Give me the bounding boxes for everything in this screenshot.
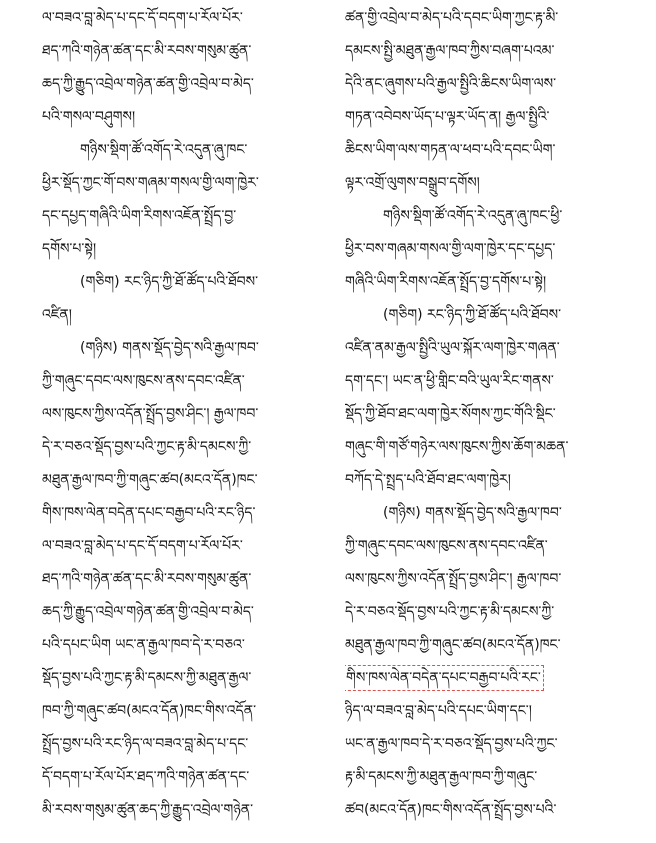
text-line <box>345 794 613 827</box>
line-text: དགོས་པ་སྟེ། <box>42 241 97 257</box>
line-text: ཡང་ན་རྒྱལ་ཁབ་དེ་ར་བཅའ་སྡོད་བྱས་པའི་ཀྱང་ <box>345 736 558 752</box>
text-line <box>42 101 312 134</box>
line-text: ཆད་ཀྱི་རྒྱུད་འབྲེལ་གཉེན་ཚན་གྱི་འབྲེལ་བ་མེད་ <box>42 76 254 92</box>
line-text: འཛིན་ནམ་རྒྱལ་སྤྱིའི་ཡུལ་སྐོར་ལག་ཁྱེར་གཞན་ <box>345 340 560 356</box>
line-text: སྤྲོད་བྱས་པའི་རང་ཉིད་ལ་བཟའ་བླ་མེད་པ་དང་ <box>42 736 249 752</box>
line-text: ཉིད་ལ་བཟའ་བླ་མེད་པའི་དཔང་ཡིག་དང་། <box>345 703 532 719</box>
text-line <box>42 68 312 101</box>
line-text: གཏན་འབེབས་ཡོད་པ་ལྟར་ཡོད་ན། རྒྱལ་སྤྱིའི་ <box>345 109 550 125</box>
text-line <box>345 101 613 134</box>
text-line <box>345 167 613 200</box>
text-line <box>345 563 613 596</box>
line-text: ལས་ཁུངས་ཀྱིས་འདོན་སྤྲོད་བྱས་ཤིང་། རྒྱལ་ཁབ་ <box>345 571 562 587</box>
line-text: ཚབ(མངའ་དོན)ཁང་གིས་འདོན་སྤྲོད་བྱས་པའི་ <box>345 802 557 818</box>
text-line <box>42 497 312 530</box>
text-line <box>345 299 613 332</box>
text-line <box>42 398 312 431</box>
line-text: མཐུན་རྒྱལ་ཁབ་ཀྱི་གཞུང་ཚབ(མངའ་དོན)ཁང་ <box>345 637 561 653</box>
text-line <box>345 134 613 167</box>
text-line <box>42 431 312 464</box>
text-line <box>345 629 613 662</box>
text-line <box>42 530 312 563</box>
right-text-column <box>345 2 613 827</box>
text-line <box>42 200 312 233</box>
text-line <box>345 266 613 299</box>
text-line <box>42 662 312 695</box>
text-line <box>345 530 613 563</box>
line-text: གཞུང་གི་གཙོ་གཉེར་ལས་ཁུངས་ཀྱིས་ཆོག་མཆན་ <box>345 439 569 455</box>
text-line <box>42 233 312 266</box>
line-text: སྡོད་ཀྱི་ཐོབ་ཐང་ལག་ཁྱེར་སོགས་ཀྱང་གོའི་སྡིང་ <box>345 406 556 422</box>
text-line <box>42 134 312 167</box>
line-text: (གཅིག) རང་ཉིད་ཀྱི་ཐོ་ཚོད་པའི་ཐོབས་ <box>80 274 259 290</box>
highlighted-text-line: གིས་ཁས་ལེན་བདེན་དཔང་བརྒྱབ་པའི་རང་ <box>345 665 544 691</box>
text-line <box>345 398 613 431</box>
line-text: གཉིས་སྡིག་ཚོ་འགོད་རེ་འདུན་ཞུ་ཁང་ <box>80 142 248 158</box>
text-line <box>345 662 613 695</box>
line-text: ལ་བཟའ་བླ་མེད་པ་དང་དོ་བདག་པ་རོལ་པོར་ <box>42 538 243 554</box>
text-line <box>345 695 613 728</box>
text-line <box>42 35 312 68</box>
line-text: དེ་ར་བཅའ་སྡོད་བྱས་པའི་ཀྱང་རྟ་མི་དམངས་ཀྱི་ <box>42 439 252 455</box>
line-text: དོ་བདག་པ་རོལ་པོར་ཐད་ཀའི་གཉེན་ཚན་དང་ <box>42 769 250 785</box>
line-text: (གཉིས) གནས་སྡོད་བྱེད་སའི་རྒྱལ་ཁབ་ <box>383 505 562 521</box>
line-text: ཚན་གྱི་འབྲེལ་བ་མེད་པའི་དབང་ཡིག་ཀྱང་རྟ་མི་ <box>345 10 559 26</box>
text-line <box>345 728 613 761</box>
text-line <box>345 200 613 233</box>
line-text: འཛིན། <box>42 307 72 323</box>
text-line <box>42 299 312 332</box>
text-line <box>345 35 613 68</box>
line-text: དེའི་ནང་ཞུགས་པའི་རྒྱལ་སྤྱིའི་ཆིངས་ཡིག་ལས་ <box>345 76 557 92</box>
line-text: གཉིས་སྡིག་ཚོ་འགོད་རེ་འདུན་ཞུ་ཁང་ཕྱི་ <box>383 208 563 224</box>
line-text: ཐད་ཀའི་གཉེན་ཚན་དང་མི་རབས་གསུམ་ཚུན་ <box>42 43 252 59</box>
line-text: ཁབ་ཀྱི་གཞུང་ཚབ(མངའ་དོན)ཁང་གིས་འདོན་ <box>42 703 257 719</box>
text-line <box>42 464 312 497</box>
left-text-column <box>42 2 312 827</box>
line-text: ཕྱིར་སྡོད་ཀྱང་གོ་བས་གཞམ་གསལ་གྱི་ལག་ཁྱེར་ <box>42 175 259 191</box>
line-text: གིས་ཁས་ལེན་བདེན་དཔང་བརྒྱབ་པའི་རང་ཉིད་ <box>42 505 256 521</box>
line-text: རྟ་མི་དམངས་ཀྱི་མཐུན་རྒྱལ་ཁབ་ཀྱི་གཞུང་ <box>345 769 538 785</box>
line-text: ལྟར་འགྲོ་ལུགས་བསྒྲུབ་དགོས། <box>345 175 480 191</box>
text-line <box>42 563 312 596</box>
text-line <box>345 2 613 35</box>
line-text: སྡོད་བྱས་པའི་ཀྱང་རྟ་མི་དམངས་ཀྱི་མཐུན་རྒྱལ་ <box>42 670 252 686</box>
line-text: གཞིའི་ཡིག་རིགས་འཇོན་སྤྲོད་བྱ་དགོས་པ་སྟེ། <box>345 274 547 290</box>
text-line <box>42 2 312 35</box>
line-text: ཐད་ཀའི་གཉེན་ཚན་དང་མི་རབས་གསུམ་ཚུན་ <box>42 571 252 587</box>
line-text: (གཅིག) རང་ཉིད་ཀྱི་ཐོ་ཚོད་པའི་ཐོབས་ <box>383 307 562 323</box>
line-text: ཕྱིར་བས་གཞམ་གསལ་གྱི་ལག་ཁྱེར་དང་དཔྱད་ <box>345 241 556 257</box>
line-text: (གཉིས) གནས་སྡོད་བྱེད་སའི་རྒྱལ་ཁབ་ <box>80 340 259 356</box>
line-text: དེ་ར་བཅའ་སྡོད་བྱས་པའི་ཀྱང་རྟ་མི་དམངས་ཀྱི་ <box>345 604 555 620</box>
text-line <box>42 332 312 365</box>
line-text: མཐུན་རྒྱལ་ཁབ་ཀྱི་གཞུང་ཚབ(མངའ་དོན)ཁང་ <box>42 472 258 488</box>
text-line <box>42 365 312 398</box>
line-text: པའི་གསལ་བཤུགས། <box>42 109 136 125</box>
text-line <box>345 431 613 464</box>
text-line <box>42 266 312 299</box>
text-line <box>42 167 312 200</box>
line-text: དང་དཔྱད་གཞིའི་ཡིག་རིགས་འཇོན་སྤྲོད་བྱ་ <box>42 208 237 224</box>
line-text: ཆད་ཀྱི་རྒྱུད་འབྲེལ་གཉེན་ཚན་གྱི་འབྲེལ་བ་མེད་ <box>42 604 254 620</box>
text-line <box>345 464 613 497</box>
text-line <box>42 629 312 662</box>
text-line <box>42 761 312 794</box>
text-line <box>42 596 312 629</box>
line-text: དག་དང་། ཡང་ན་ཕྱི་གླིང་བའི་ཡུལ་རིང་གནས་ <box>345 373 554 389</box>
text-line <box>42 728 312 761</box>
text-line <box>345 761 613 794</box>
line-text: པའི་དཔང་ཡིག ཡང་ན་རྒྱལ་ཁབ་དེ་ར་བཅའ་ <box>42 637 245 653</box>
line-text: ཀྱི་གཞུང་དབང་ལས་ཁུངས་ནས་དབང་འཛིན་ <box>345 538 548 554</box>
text-line <box>345 233 613 266</box>
text-line <box>345 497 613 530</box>
text-line <box>345 365 613 398</box>
text-line <box>42 794 312 827</box>
line-text: བཀོད་དེ་སྤྲད་པའི་ཐོབ་ཐང་ལག་ཁྱེར། <box>345 472 511 488</box>
text-line <box>345 596 613 629</box>
line-text: ཆིངས་ཡིག་ལས་གཏན་ལ་ཕབ་པའི་དབང་ཡིག་ <box>345 142 556 158</box>
text-line <box>345 68 613 101</box>
line-text: ལ་བཟའ་བླ་མེད་པ་དང་དོ་བདག་པ་རོལ་པོར་ <box>42 10 243 26</box>
line-text: དམངས་སྤྱི་མཐུན་རྒྱལ་ཁབ་ཀྱིས་བཞག་པའམ་ <box>345 43 555 59</box>
line-text: ལས་ཁུངས་ཀྱིས་འདོན་སྤྲོད་བྱས་ཤིང་། རྒྱལ་ཁབ་ <box>42 406 259 422</box>
text-line <box>345 332 613 365</box>
line-text: མི་རབས་གསུམ་ཚུན་ཆད་ཀྱི་རྒྱུད་འབྲེལ་གཉེན་ <box>42 802 254 818</box>
text-line <box>42 695 312 728</box>
line-text: ཀྱི་གཞུང་དབང་ལས་ཁུངས་ནས་དབང་འཛིན་ <box>42 373 245 389</box>
